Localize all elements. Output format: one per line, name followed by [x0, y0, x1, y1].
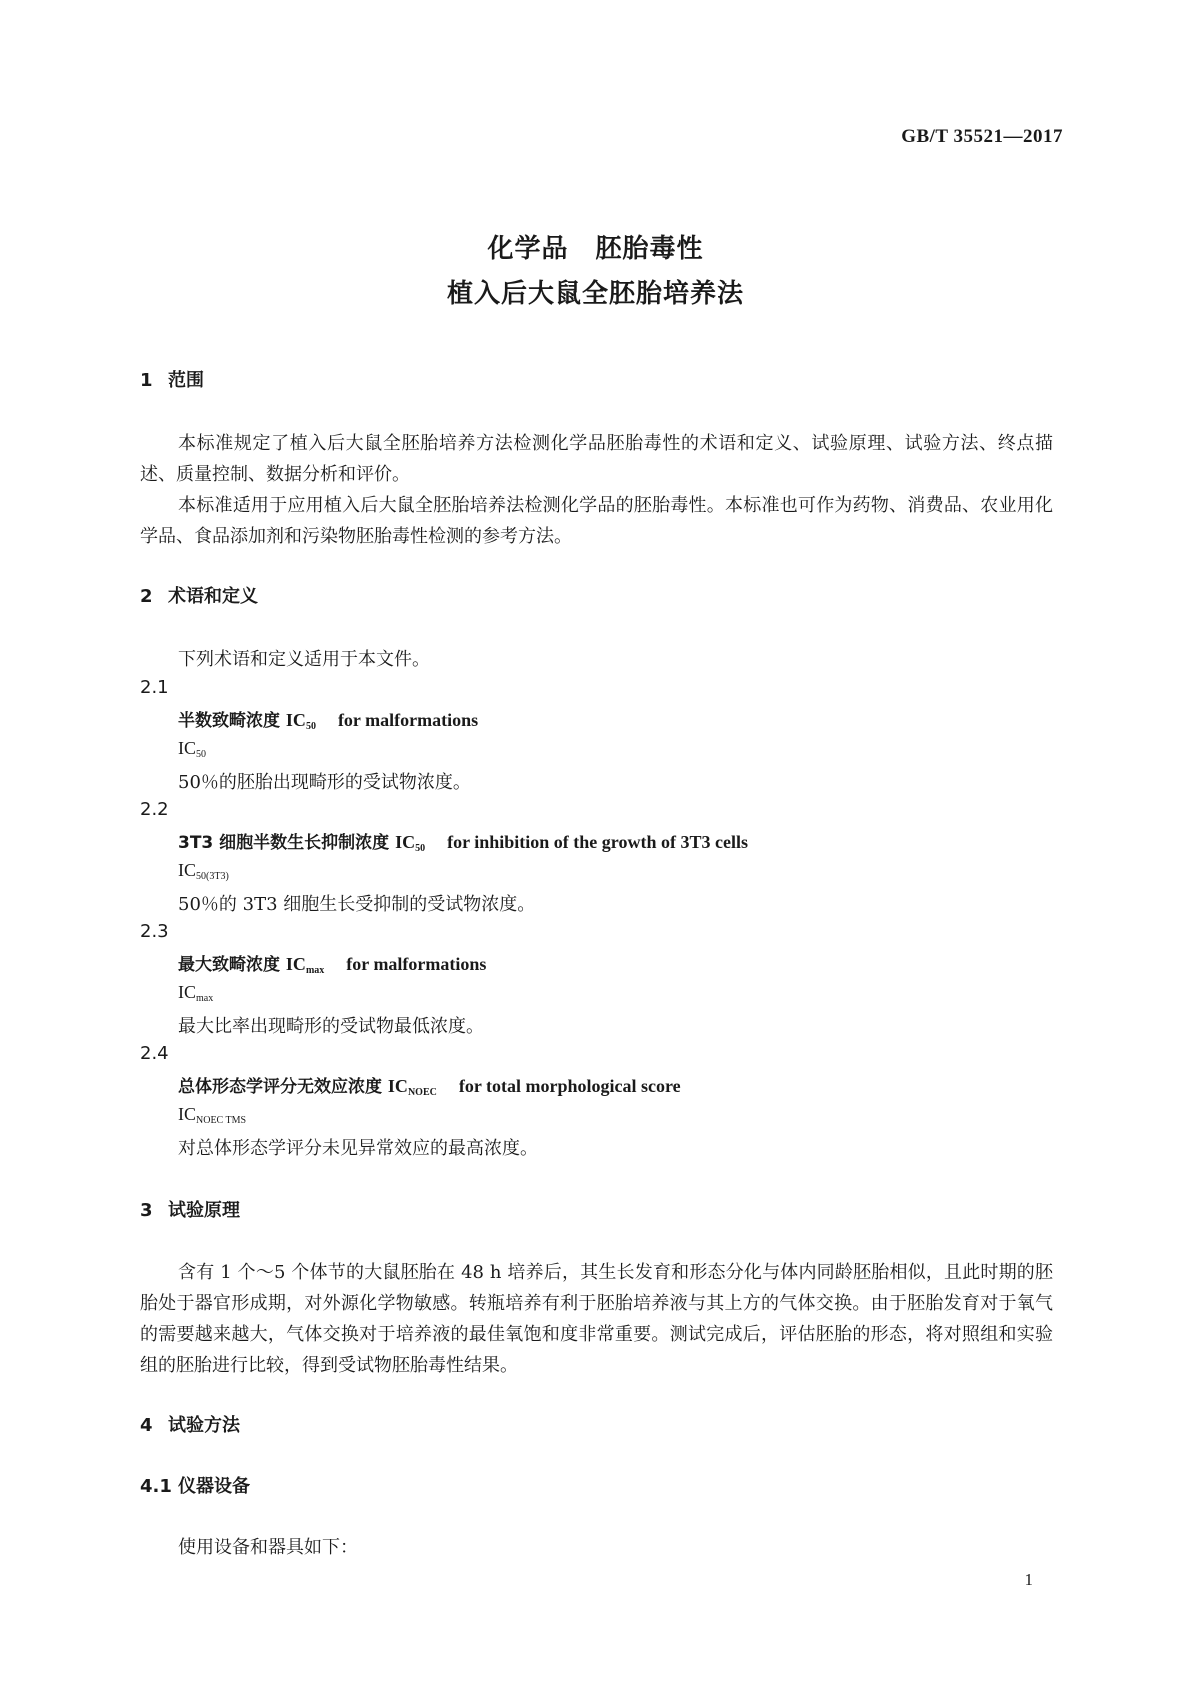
section-title: 范围: [168, 370, 204, 391]
term-abbreviation: $IC_{50}$: [178, 738, 206, 760]
term-heading: [178, 828, 748, 853]
section-1-paragraph-2: 本标准适用于应用植入后大鼠全胚胎培养法检测化学品的胚胎毒性。本标准也可作为药物、消费品、农业用化学品、食品添加剂和污染物胚胎毒性检测的参考方法。: [140, 495, 1053, 547]
section-number: 1: [140, 370, 153, 391]
term-heading: [178, 1072, 681, 1097]
document-title-line-1: 化学品 胚胎毒性: [487, 234, 704, 264]
document-title-line-2: 植入后大鼠全胚胎培养法: [446, 279, 744, 309]
term-symbol: $IC_{50}$: [285, 710, 316, 732]
term-heading: [178, 950, 486, 975]
section-1-heading: [140, 366, 204, 392]
term-number: 2.3: [140, 921, 169, 942]
term-heading: [178, 706, 478, 731]
term-definition: 对总体形态学评分未见异常效应的最高浓度。: [178, 1138, 538, 1159]
section-4-heading: [140, 1411, 240, 1437]
section-2-heading: [140, 582, 258, 608]
section-number: 3: [140, 1200, 153, 1221]
standard-number: GB/T 35521—2017: [901, 126, 1063, 147]
section-3-heading: [140, 1196, 240, 1222]
term-definition: 最大比率出现畸形的受试物最低浓度。: [178, 1016, 484, 1037]
term-definition: 50％的 3T3 细胞生长受抑制的受试物浓度。: [178, 894, 536, 915]
term-en: for malformations: [337, 710, 479, 730]
subsection-number: 4.1: [140, 1476, 172, 1497]
subsection-4-1-heading: [140, 1472, 250, 1498]
term-number: 2.1: [140, 677, 169, 698]
term-symbol: $IC_{50}$: [395, 832, 426, 854]
section-number: 4: [140, 1415, 153, 1436]
term-symbol: $IC_{NOEC}$: [387, 1076, 437, 1098]
term-number: 2.2: [140, 799, 169, 820]
term-zh: 3T3 细胞半数生长抑制浓度: [178, 833, 396, 853]
section-3-paragraph: 含有 1 个～5 个体节的大鼠胚胎在 48 h 培养后，其生长发育和形态分化与体内同龄胚胎相似，且此时期的胚胎处于器官形成期，对外源化学物敏感。转瓶培养有利于胚胎培养液与其上方的气体交换。由于胚胎发育对于氧气的需要越来越大，气体交换对于培养液的最佳氧饱和度非常重要。测试完成后，评估胚胎的形态，将对照组和实验组的胚胎进行比较，得到受试物胚胎毒性结果。: [140, 1262, 1053, 1376]
subsection-title: 仪器设备: [178, 1476, 250, 1497]
section-title: 试验原理: [168, 1200, 240, 1221]
term-abbreviation: $IC_{NOEC TMS}$: [178, 1104, 247, 1126]
term-zh: 总体形态学评分无效应浓度: [178, 1077, 388, 1097]
section-2-intro: 下列术语和定义适用于本文件。: [178, 649, 430, 670]
term-en: for total morphological score: [458, 1076, 681, 1096]
term-zh: 最大致畸浓度: [178, 955, 286, 975]
section-1-paragraph-1: 本标准规定了植入后大鼠全胚胎培养方法检测化学品胚胎毒性的术语和定义、试验原理、试验方法、终点描述、质量控制、数据分析和评价。: [140, 433, 1053, 485]
term-symbol: $IC_{max}$: [285, 954, 325, 976]
section-number: 2: [140, 586, 153, 607]
section-title: 试验方法: [168, 1415, 240, 1436]
term-en: for malformations: [346, 954, 487, 974]
subsection-4-1-intro: 使用设备和器具如下：: [178, 1537, 358, 1558]
term-en: for inhibition of the growth of 3T3 cells: [447, 832, 748, 852]
term-abbreviation: $IC_{50(3T3)}$: [178, 860, 229, 882]
section-title: 术语和定义: [168, 586, 258, 607]
term-definition: 50％的胚胎出现畸形的受试物浓度。: [178, 772, 471, 793]
term-number: 2.4: [140, 1043, 169, 1064]
term-zh: 半数致畸浓度: [178, 711, 286, 731]
page-number: 1: [1024, 1570, 1033, 1589]
term-abbreviation: $IC_{max}$: [178, 982, 214, 1004]
